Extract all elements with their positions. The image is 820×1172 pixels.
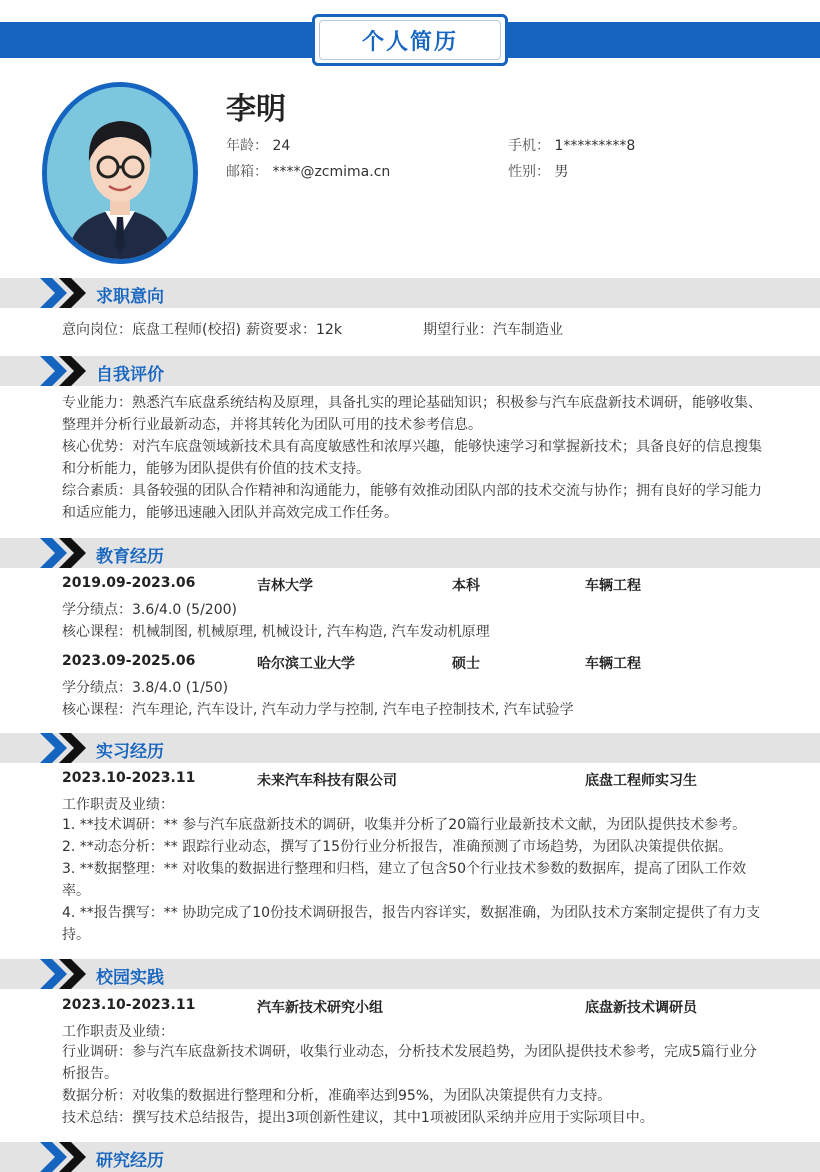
- avatar: [42, 82, 198, 264]
- phone-value: 1*********8: [554, 138, 636, 154]
- section-header-edu: [0, 538, 820, 568]
- intern-item-4: 4. **报告撰写：** 协助完成了10份技术调研报告，报告内容详实，数据准确，为团队技术方案制定提供了有力支持。: [62, 905, 761, 943]
- edu-degree: 本科: [452, 578, 480, 594]
- section-title: 教育经历: [96, 547, 164, 567]
- gender-row: [508, 161, 568, 181]
- double-chevron-icon: [40, 1142, 90, 1172]
- edu-courses: 核心课程：汽车理论, 汽车设计, 汽车动力学与控制, 汽车电子控制技术, 汽车试验学: [62, 702, 574, 718]
- section-title: 校园实践: [96, 968, 164, 988]
- person-name: 李明: [226, 92, 286, 127]
- section-header-self: [0, 356, 820, 386]
- campus-period: 2023.10-2023.11: [62, 997, 196, 1013]
- section-header-intern: [0, 733, 820, 763]
- intern-item-1: 1. **技术调研：** 参与汽车底盘新技术的调研，收集并分析了20篇行业最新技术文献，为团队提供技术参考。: [62, 817, 747, 833]
- phone-row: [508, 135, 635, 155]
- age-value: 24: [272, 138, 291, 154]
- intern-duty-label: 工作职责及业绩：: [62, 797, 174, 813]
- email-row: [226, 161, 390, 181]
- section-header-research: [0, 1142, 820, 1172]
- section-header-intent: [0, 278, 820, 308]
- intern-item-2: 2. **动态分析：** 跟踪行业动态，撰写了15份行业分析报告，准确预测了市场趋势，为团队决策提供依据。: [62, 839, 733, 855]
- double-chevron-icon: [40, 356, 90, 386]
- edu-gpa: 学分绩点：3.6/4.0 (5/200): [62, 602, 237, 618]
- campus-role: 底盘新技术调研员: [585, 1000, 697, 1016]
- age-label: 年龄：: [226, 138, 268, 154]
- campus-duty-label: 工作职责及业绩：: [62, 1024, 174, 1040]
- edu-school: 哈尔滨工业大学: [257, 656, 355, 672]
- avatar-illustration: [47, 87, 193, 259]
- edu-gpa: 学分绩点：3.8/4.0 (1/50): [62, 680, 229, 696]
- intern-company: 未来汽车科技有限公司: [257, 773, 397, 789]
- self-eval-3: 综合素质：具备较强的团队合作精神和沟通能力，能够有效推动团队内部的技术交流与协作；拥有良好的学习能力和适应能力，能够迅速融入团队并高效完成工作任务。: [62, 483, 762, 521]
- edu-degree: 硕士: [452, 656, 480, 672]
- section-title: 自我评价: [96, 365, 164, 385]
- intern-role: 底盘工程师实习生: [585, 773, 697, 789]
- campus-item-1: 行业调研：参与汽车底盘新技术调研，收集行业动态，分析技术发展趋势，为团队提供技术参考，完成5篇行业分析报告。: [62, 1044, 757, 1082]
- double-chevron-icon: [40, 733, 90, 763]
- campus-item-3: 技术总结：撰写技术总结报告，提出3项创新性建议，其中1项被团队采纳并应用于实际项目中。: [62, 1110, 654, 1126]
- intent-industry: 期望行业：汽车制造业: [423, 322, 563, 338]
- edu-courses: 核心课程：机械制图, 机械原理, 机械设计, 汽车构造, 汽车发动机原理: [62, 624, 490, 640]
- edu-period: 2023.09-2025.06: [62, 653, 196, 669]
- intent-position: 意向岗位：底盘工程师(校招): [62, 322, 241, 338]
- edu-major: 车辆工程: [585, 578, 641, 594]
- intern-item-3: 3. **数据整理：** 对收集的数据进行整理和归档，建立了包含50个行业技术参数的数据库，提高了团队工作效率。: [62, 861, 747, 899]
- email-value: ****@zcmima.cn: [272, 164, 391, 180]
- age-row: [226, 135, 290, 155]
- title-box: [312, 14, 508, 66]
- section-title: 求职意向: [96, 287, 164, 307]
- self-eval-2: 核心优势：对汽车底盘领域新技术具有高度敏感性和浓厚兴趣，能够快速学习和掌握新技术；具备良好的信息搜集和分析能力，能够为团队提供有价值的技术支持。: [62, 439, 762, 477]
- double-chevron-icon: [40, 959, 90, 989]
- gender-value: 男: [554, 164, 569, 180]
- campus-org: 汽车新技术研究小组: [257, 1000, 383, 1016]
- campus-item-2: 数据分析：对收集的数据进行整理和分析，准确率达到95%，为团队决策提供有力支持。: [62, 1088, 612, 1104]
- phone-label: 手机：: [508, 138, 550, 154]
- edu-major: 车辆工程: [585, 656, 641, 672]
- double-chevron-icon: [40, 278, 90, 308]
- section-header-campus: [0, 959, 820, 989]
- email-label: 邮箱：: [226, 164, 268, 180]
- page-title: 个人简历: [319, 20, 501, 60]
- double-chevron-icon: [40, 538, 90, 568]
- section-title: 研究经历: [96, 1151, 164, 1171]
- self-eval-1: 专业能力：熟悉汽车底盘系统结构及原理，具备扎实的理论基础知识；积极参与汽车底盘新技术调研，能够收集、整理并分析行业最新动态，并将其转化为团队可用的技术参考信息。: [62, 395, 762, 433]
- gender-label: 性别：: [508, 164, 550, 180]
- intent-salary: 薪资要求：12k: [246, 322, 342, 338]
- intern-period: 2023.10-2023.11: [62, 770, 196, 786]
- section-title: 实习经历: [96, 742, 164, 762]
- edu-period: 2019.09-2023.06: [62, 575, 196, 591]
- edu-school: 吉林大学: [257, 578, 313, 594]
